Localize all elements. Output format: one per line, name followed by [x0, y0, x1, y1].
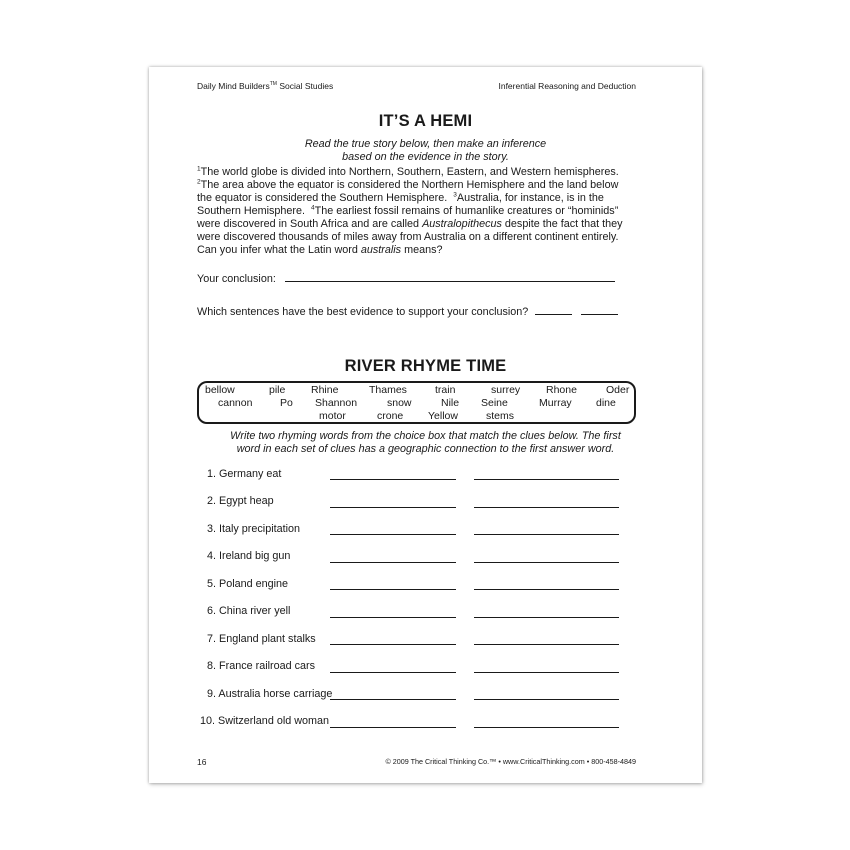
answer-line-1[interactable] — [330, 507, 456, 508]
evidence-label: Which sentences have the best evidence to support your conclusion? — [197, 306, 529, 318]
story-text: $^1$The world globe is divided into Northern, Southern, Eastern, and Western hemispheres. $^2$The area above the equator is considered the Northern Hemisphere and the land below the equator is considered the Southern Hemisphere. $^3$Australia, for instance, is in the Southern Hemisphere. $^4$The earliest fossil remains of humanlike creatures or “hominids” were discovered in South Africa and are called Australopithecus despite the fact that they were discovered thousands of miles away from Australia on a different continent entirely. Can you infer what the Latin word australis means? — [197, 165, 623, 256]
clue-label: 5. Poland engine — [207, 578, 289, 590]
answer-line-2[interactable] — [474, 727, 619, 728]
evidence-answer-line-2[interactable] — [581, 304, 618, 315]
choice-word: Murray — [539, 397, 572, 409]
conclusion-row — [197, 271, 615, 285]
clue-label: 9. Australia horse carriage — [207, 688, 333, 700]
choice-word: train — [435, 384, 456, 396]
clue-label: 3. Italy precipitation — [207, 523, 301, 535]
rhyme-instructions: Write two rhyming words from the choice box that match the clues below. The first word in each set of clues has a geographic connection to the first answer word. — [230, 430, 621, 455]
answer-line-1[interactable] — [330, 479, 456, 480]
story-instructions: Read the true story below, then make an inference based on the evidence in the story. — [304, 138, 547, 163]
answer-line-2[interactable] — [474, 562, 619, 563]
page-number: 16 — [197, 757, 207, 767]
answer-line-1[interactable] — [330, 589, 456, 590]
choice-word: Shannon — [315, 397, 358, 409]
section-title-hemi: IT’S A HEMI — [378, 112, 473, 130]
clue-label: 4. Ireland big gun — [207, 550, 291, 562]
choice-word: stems — [486, 410, 515, 422]
answer-line-1[interactable] — [330, 562, 456, 563]
clue-label: 1. Germany eat — [207, 468, 282, 480]
answer-line-1[interactable] — [330, 644, 456, 645]
choice-word: Thames — [369, 384, 407, 396]
choice-word: Seine — [481, 397, 508, 409]
answer-line-2[interactable] — [474, 644, 619, 645]
clue-label: 2. Egypt heap — [207, 495, 274, 507]
choice-box — [197, 381, 636, 424]
answer-line-2[interactable] — [474, 479, 619, 480]
copyright-line: © 2009 The Critical Thinking Co.™ • www.CriticalThinking.com • 800-458-4849 — [385, 757, 636, 766]
clue-label: 6. China river yell — [207, 605, 291, 617]
choice-word: cannon — [218, 397, 253, 409]
answer-line-2[interactable] — [474, 672, 619, 673]
choice-word: Rhine — [311, 384, 339, 396]
answer-line-1[interactable] — [330, 534, 456, 535]
choice-word: Yellow — [428, 410, 458, 422]
answer-line-2[interactable] — [474, 699, 619, 700]
choice-word: dine — [596, 397, 616, 409]
answer-line-2[interactable] — [474, 507, 619, 508]
choice-word: snow — [387, 397, 412, 409]
answer-line-1[interactable] — [330, 672, 456, 673]
choice-word: crone — [377, 410, 404, 422]
evidence-answer-line-1[interactable] — [535, 304, 572, 315]
chapter-title: Inferential Reasoning and Deduction — [498, 81, 636, 91]
choice-word: Oder — [606, 384, 630, 396]
answer-line-2[interactable] — [474, 589, 619, 590]
choice-word: Rhone — [546, 384, 577, 396]
answer-line-2[interactable] — [474, 617, 619, 618]
clue-label: 7. England plant stalks — [207, 633, 316, 645]
conclusion-label: Your conclusion: — [197, 273, 276, 285]
worksheet-page — [149, 67, 702, 783]
clue-label: 10. Switzerland old woman — [200, 715, 330, 727]
answer-line-1[interactable] — [330, 617, 456, 618]
choice-word: pile — [269, 384, 286, 396]
conclusion-answer-line[interactable] — [285, 271, 615, 282]
choice-word: Po — [280, 397, 293, 409]
answer-line-1[interactable] — [330, 727, 456, 728]
book-series-title: Daily Mind Builders™ Social Studies — [197, 81, 334, 91]
choice-word: Nile — [441, 397, 460, 409]
choice-word: bellow — [205, 384, 235, 396]
choice-word: surrey — [491, 384, 521, 396]
evidence-row — [197, 304, 618, 318]
section-title-river-rhyme: RIVER RHYME TIME — [344, 357, 507, 375]
answer-line-1[interactable] — [330, 699, 456, 700]
answer-line-2[interactable] — [474, 534, 619, 535]
clue-label: 8. France railroad cars — [207, 660, 316, 672]
choice-word: motor — [319, 410, 346, 422]
